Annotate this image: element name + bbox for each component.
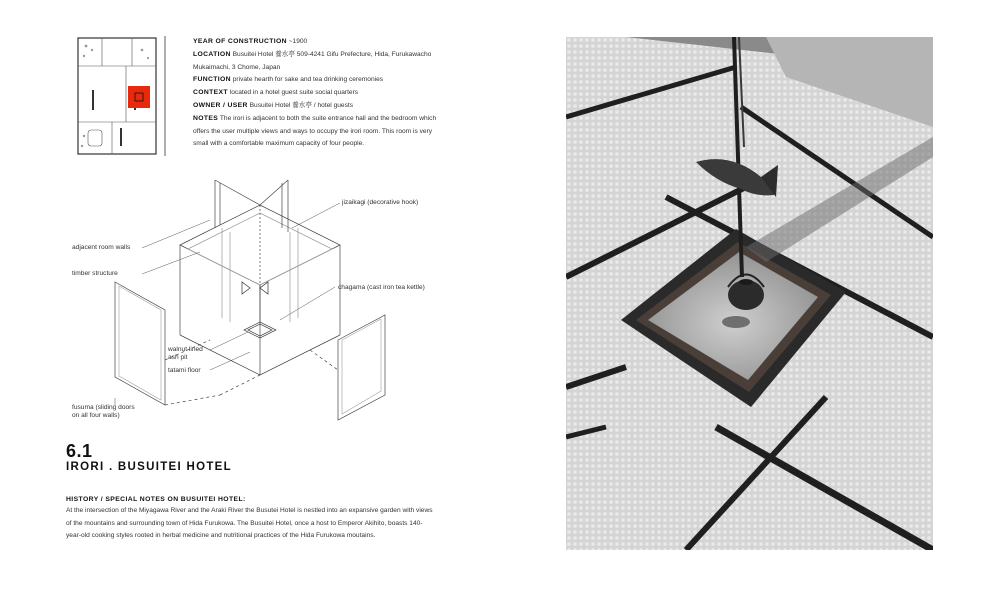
context-row (193, 87, 443, 100)
history-heading: HISTORY / SPECIAL NOTES ON BUSUITEI HOTEL: (66, 496, 246, 503)
function-row (193, 74, 443, 87)
owner-value: Busuitei Hotel 養水亭 / hotel guests (249, 101, 354, 109)
label-timber-structure: timber structure (72, 270, 118, 277)
history-body: At the intersection of the Miyagawa River and the Araki River the Busutei Hotel is nestled into an expansive garden with views of the mountains and surrounding town of Hida Furukowa. The Busuitei Hotel, once a host to Emperor Akihito, boasts 140-year-old cooking styles rooted in herbal medicine and nutritional practices of the Hida Furukowa moutains. (66, 507, 433, 540)
year-value: ~1900 (288, 38, 308, 45)
label-fusuma-line1: fusuma (sliding doors (72, 404, 135, 411)
location-value: Busuitei Hotel 養水亭 509-4241 Gifu Prefecture, Hida, Furukawacho Mukaimachi, 3 Chome, Japan (193, 50, 432, 71)
label-fusuma-line2: on all four walls) (72, 412, 120, 419)
year-label: YEAR OF CONSTRUCTION (193, 38, 287, 45)
context-value: located in a hotel guest suite social quarters (229, 89, 359, 97)
year-row (193, 36, 443, 49)
notes-value: The irori is adjacent to both the suite entrance hall and the bedroom which offers the user multiple views and ways to occupy the irori room. This room is very small with a comfortable maximum capacity of four people. (193, 114, 437, 148)
section-number: 6.1 (66, 441, 93, 461)
owner-label: OWNER / USER (193, 101, 248, 109)
notes-label: NOTES (193, 114, 219, 122)
label-tatami: tatami floor (168, 367, 201, 374)
label-walnut-line2: ash pit (168, 354, 188, 361)
notes-row (193, 113, 443, 151)
floor-plan (72, 36, 172, 160)
project-info (193, 36, 443, 151)
label-fusuma (72, 404, 135, 420)
owner-row (193, 100, 443, 113)
label-adjacent-walls: adjacent room walls (72, 244, 131, 251)
label-walnut (168, 346, 203, 362)
function-label: FUNCTION (193, 76, 231, 84)
section-title: IRORI . BUSUITEI HOTEL (66, 461, 232, 473)
location-label: LOCATION (193, 50, 231, 58)
axonometric-drawing (60, 170, 460, 440)
irori-room-highlight (128, 86, 150, 108)
exploded-axonometric (60, 170, 460, 440)
label-walnut-line1: walnut lined (168, 346, 203, 353)
context-label: CONTEXT (193, 89, 228, 97)
label-jizaikagi: jizaikagi (decorative hook) (342, 199, 419, 206)
label-chagama: chagama (cast iron tea kettle) (338, 284, 425, 291)
location-row (193, 49, 443, 75)
irori-photo (566, 37, 933, 550)
function-value: private hearth for sake and tea drinking ceremonies (232, 76, 384, 84)
